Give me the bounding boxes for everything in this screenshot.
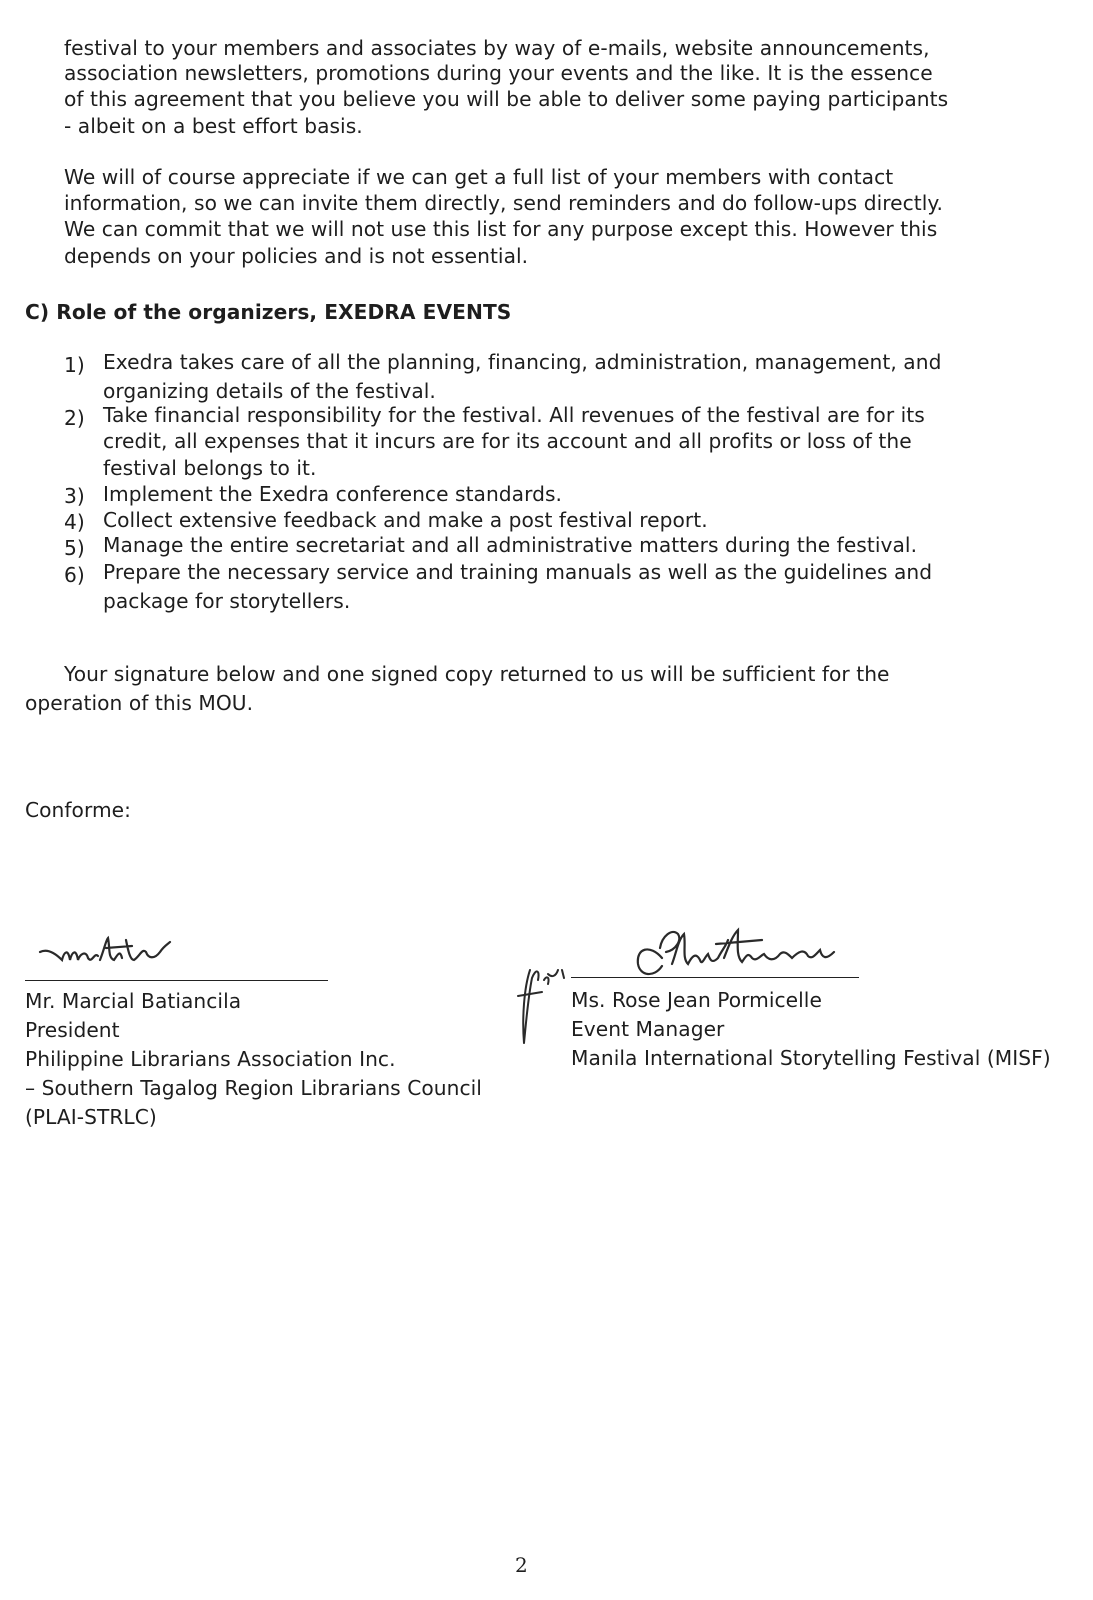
list-item-text: organizing details of the festival. bbox=[103, 379, 436, 403]
list-number: 6) bbox=[64, 563, 85, 587]
text-line: depends on your policies and is not essential. bbox=[64, 244, 529, 268]
list-number: 3) bbox=[64, 484, 85, 508]
left-signature-image bbox=[30, 930, 180, 980]
list-number: 2) bbox=[64, 406, 85, 430]
text-line: operation of this MOU. bbox=[25, 691, 254, 715]
left-signatory-title: President bbox=[25, 1018, 120, 1042]
left-signatory-org: Philippine Librarians Association Inc. bbox=[25, 1047, 396, 1071]
text-line: information, so we can invite them directly, send reminders and do follow-ups directly. bbox=[64, 191, 943, 215]
list-number: 1) bbox=[64, 353, 85, 377]
right-signatory-org: Manila International Storytelling Festival (MISF) bbox=[571, 1046, 1051, 1070]
list-number: 4) bbox=[64, 510, 85, 534]
list-item-text: Exedra takes care of all the planning, financing, administration, management, and bbox=[103, 350, 942, 374]
list-item-text: Prepare the necessary service and training manuals as well as the guidelines and bbox=[103, 560, 933, 584]
text-line: festival to your members and associates by way of e-mails, website announcements, bbox=[64, 36, 930, 60]
left-signatory-name: Mr. Marcial Batiancila bbox=[25, 989, 242, 1013]
right-signature-line bbox=[571, 977, 859, 978]
text-line: - albeit on a best effort basis. bbox=[64, 114, 363, 138]
right-signatory-name: Ms. Rose Jean Pormicelle bbox=[571, 988, 822, 1012]
list-item-text: Implement the Exedra conference standards. bbox=[103, 482, 562, 506]
list-item-text: package for storytellers. bbox=[103, 589, 351, 613]
conforme-label: Conforme: bbox=[25, 798, 131, 822]
text-line: association newsletters, promotions during your events and the like. It is the essence bbox=[64, 61, 933, 85]
right-signatory-title: Event Manager bbox=[571, 1017, 725, 1041]
list-item-text: Collect extensive feedback and make a post festival report. bbox=[103, 508, 708, 532]
section-heading: C) Role of the organizers, EXEDRA EVENTS bbox=[25, 300, 512, 324]
list-item-text: festival belongs to it. bbox=[103, 456, 317, 480]
list-number: 5) bbox=[64, 536, 85, 560]
text-line: Your signature below and one signed copy returned to us will be sufficient for the bbox=[64, 662, 890, 686]
list-item-text: Take financial responsibility for the festival. All revenues of the festival are for its bbox=[103, 403, 925, 427]
list-item-text: credit, all expenses that it incurs are for its account and all profits or loss of the bbox=[103, 429, 912, 453]
text-line: We can commit that we will not use this list for any purpose except this. However this bbox=[64, 217, 938, 241]
list-item-text: Manage the entire secretariat and all administrative matters during the festival. bbox=[103, 533, 918, 557]
signature-stroke bbox=[638, 930, 834, 974]
left-signatory-org: – Southern Tagalog Region Librarians Council bbox=[25, 1076, 482, 1100]
page-number: 2 bbox=[515, 1553, 528, 1577]
signature-stroke bbox=[518, 970, 564, 1043]
left-signatory-org: (PLAI-STRLC) bbox=[25, 1105, 157, 1129]
text-line: of this agreement that you believe you will be able to deliver some paying participants bbox=[64, 87, 949, 111]
left-signature-line bbox=[25, 980, 328, 981]
signature-stroke bbox=[40, 938, 170, 960]
text-line: We will of course appreciate if we can get a full list of your members with contact bbox=[64, 165, 894, 189]
